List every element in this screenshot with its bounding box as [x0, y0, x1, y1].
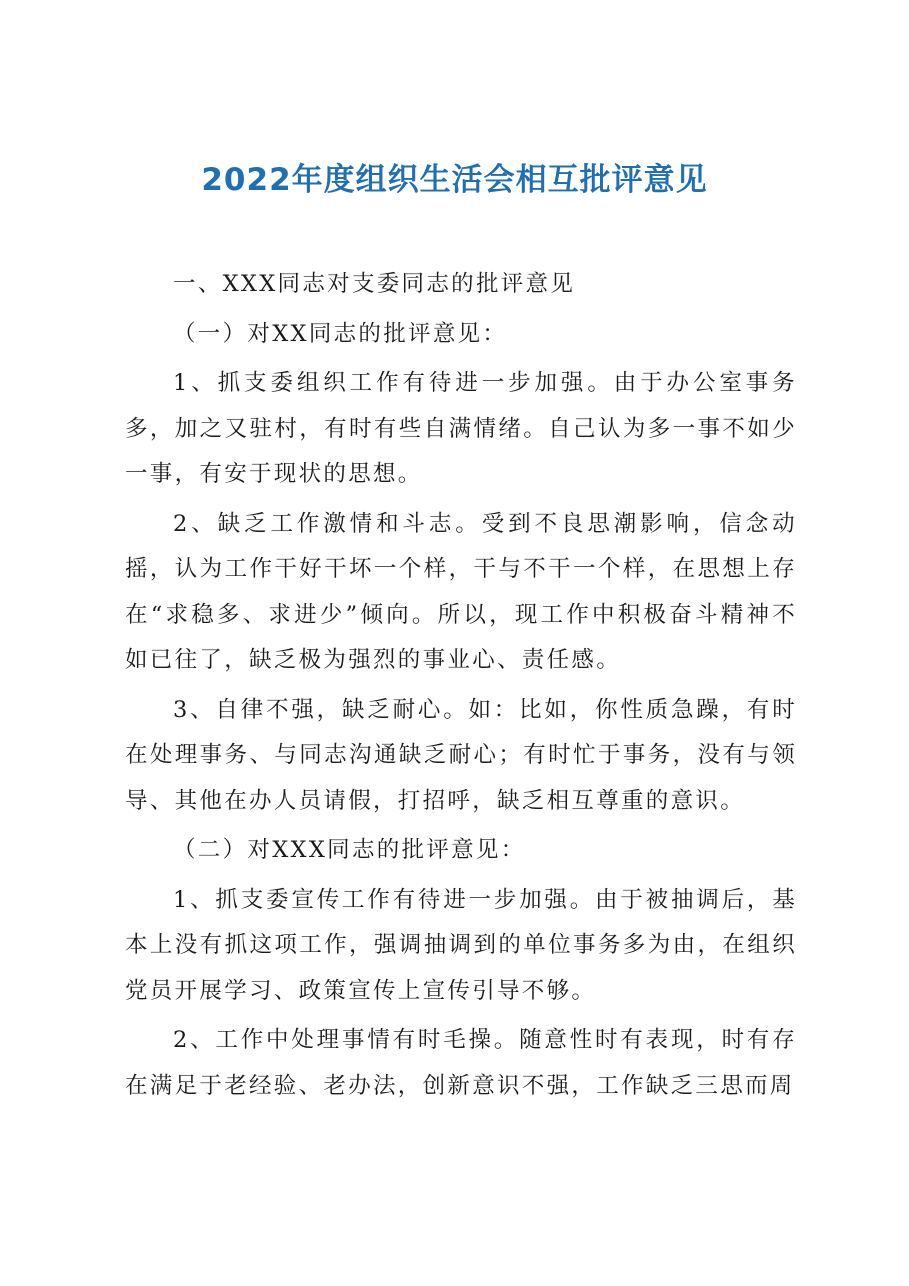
document-title: 2022年度组织生活会相互批评意见 [201, 162, 708, 198]
paragraph: 2、缺乏工作激情和斗志。受到不良思潮影响，信念动摇，认为工作干好干坏一个样，干与不干一个样，在思想上存在“求稳多、求进少”倾向。所以，现工作中积极奋斗精神不如已往了，缺乏极为强烈的事业心、责任感。 [125, 510, 797, 673]
section-heading: 一、XXX同志对支委同志的批评意见 [173, 271, 576, 297]
paragraph: 1、抓支委组织工作有待进一步加强。由于办公室事务多，加之又驻村，有时有些自满情绪。自己认为多一事不如少一事，有安于现状的思想。 [125, 370, 797, 487]
paragraph: 1、抓支委宣传工作有待进一步加强。由于被抽调后，基本上没有抓这项工作，强调抽调到的单位事务多为由，在组织党员开展学习、政策宣传上宣传引导不够。 [125, 886, 797, 1004]
subsection-heading: （二）对XXX同志的批评意见： [173, 837, 526, 863]
paragraph: 3、自律不强，缺乏耐心。如：比如，你性质急躁，有时在处理事务、与同志沟通缺乏耐心；有时忙于事务，没有与领导、其他在办人员请假，打招呼，缺乏相互尊重的意识。 [125, 696, 797, 814]
subsection-heading: （一）对XX同志的批评意见： [173, 320, 508, 347]
document-body [125, 262, 797, 1109]
paragraph: 2、工作中处理事情有时毛操。随意性时有表现，时有存在满足于老经验、老办法，创新意识不强，工作缺乏三思而周 [125, 1027, 797, 1099]
